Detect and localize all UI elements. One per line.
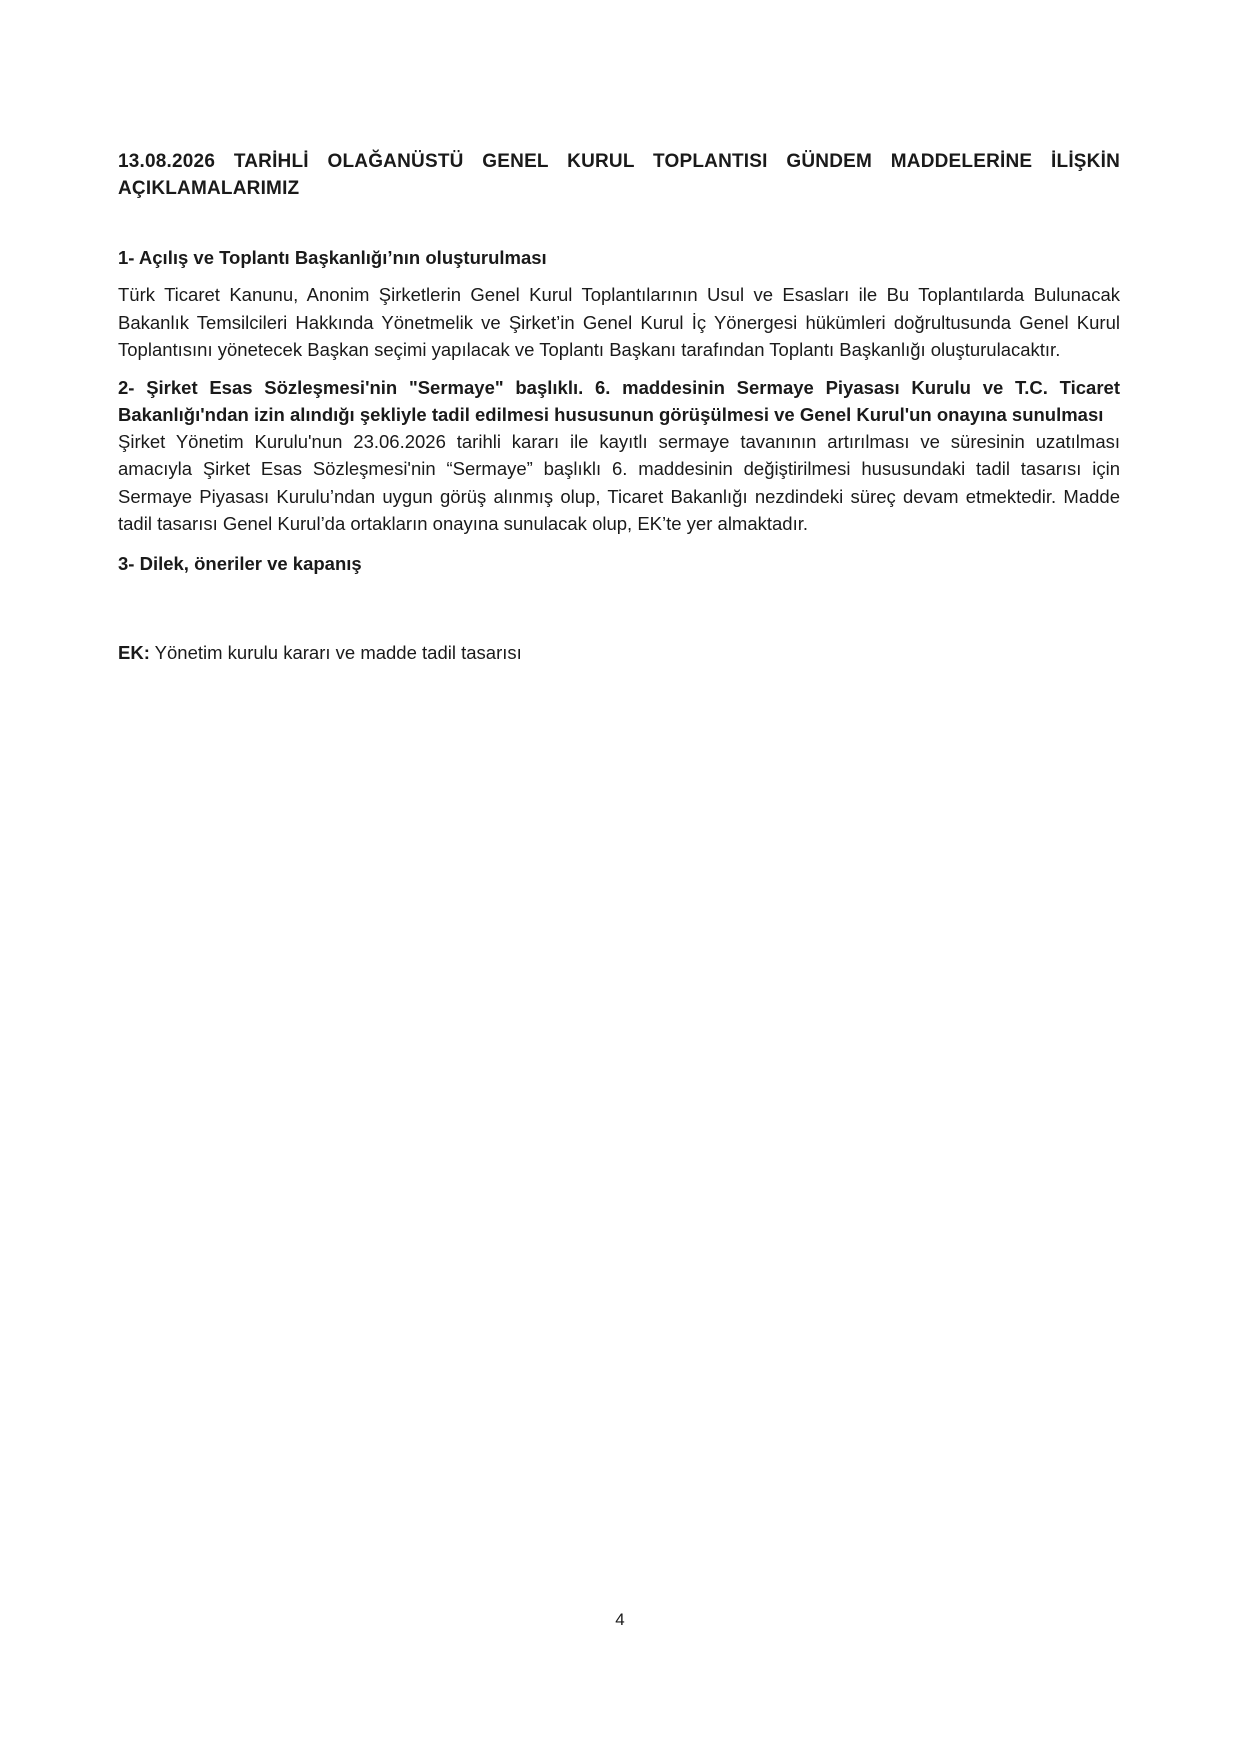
section-body-2: Şirket Yönetim Kurulu'nun 23.06.2026 tarihli kararı ile kayıtlı sermaye tavanının artırılması ve süresinin uzatılması amacıyla Şirket Esas Sözleşmesi'nin “Sermaye” başlıklı 6. maddesinin değiştirilmesi hususundaki tadil tasarısı için Sermaye Piyasası Kurulu’ndan uygun görüş alınmış olup, Ticaret Bakanlığı nezdindeki süreç devam etmektedir. Madde tadil tasarısı Genel Kurul’da ortakların onayına sunulacak olup, EK’te yer almaktadır. xyxy=(118,430,1120,534)
section-heading-2: 2- Şirket Esas Sözleşmesi'nin "Sermaye" başlıklı. 6. maddesinin Sermaye Piyasası Kurulu ve T.C. Ticaret Bakanlığı'ndan izin alındığı şekliyle tadil edilmesi hususunun görüşülmesi ve Genel Kurul'un onayına sunulması xyxy=(118,376,1120,425)
page-number: 4 xyxy=(615,1610,625,1629)
annex-line xyxy=(118,639,1120,666)
document-title: 13.08.2026 TARİHLİ OLAĞANÜSTÜ GENEL KURUL TOPLANTISI GÜNDEM MADDELERİNE İLİŞKİN AÇIKLAMALARIMIZ xyxy=(118,151,1120,199)
annex-label: EK: xyxy=(118,641,150,663)
annex-text: Yönetim kurulu kararı ve madde tadil tasarısı xyxy=(149,641,522,663)
section-heading-3: 3- Dilek, öneriler ve kapanış xyxy=(118,552,362,574)
document-content xyxy=(118,148,1120,684)
section-heading-1: 1- Açılış ve Toplantı Başkanlığı’nın oluşturulması xyxy=(118,247,547,268)
section-body-1: Türk Ticaret Kanunu, Anonim Şirketlerin Genel Kurul Toplantılarının Usul ve Esasları ile Bu Toplantılarda Bulunacak Bakanlık Temsilcileri Hakkında Yönetmelik ve Şirket’in Genel Kurul İç Yönergesi hükümleri doğrultusunda Genel Kurul Toplantısını yönetecek Başkan seçimi yapılacak ve Toplantı Başkanı tarafından Toplantı Başkanlığı oluşturulacaktır. xyxy=(118,284,1120,360)
